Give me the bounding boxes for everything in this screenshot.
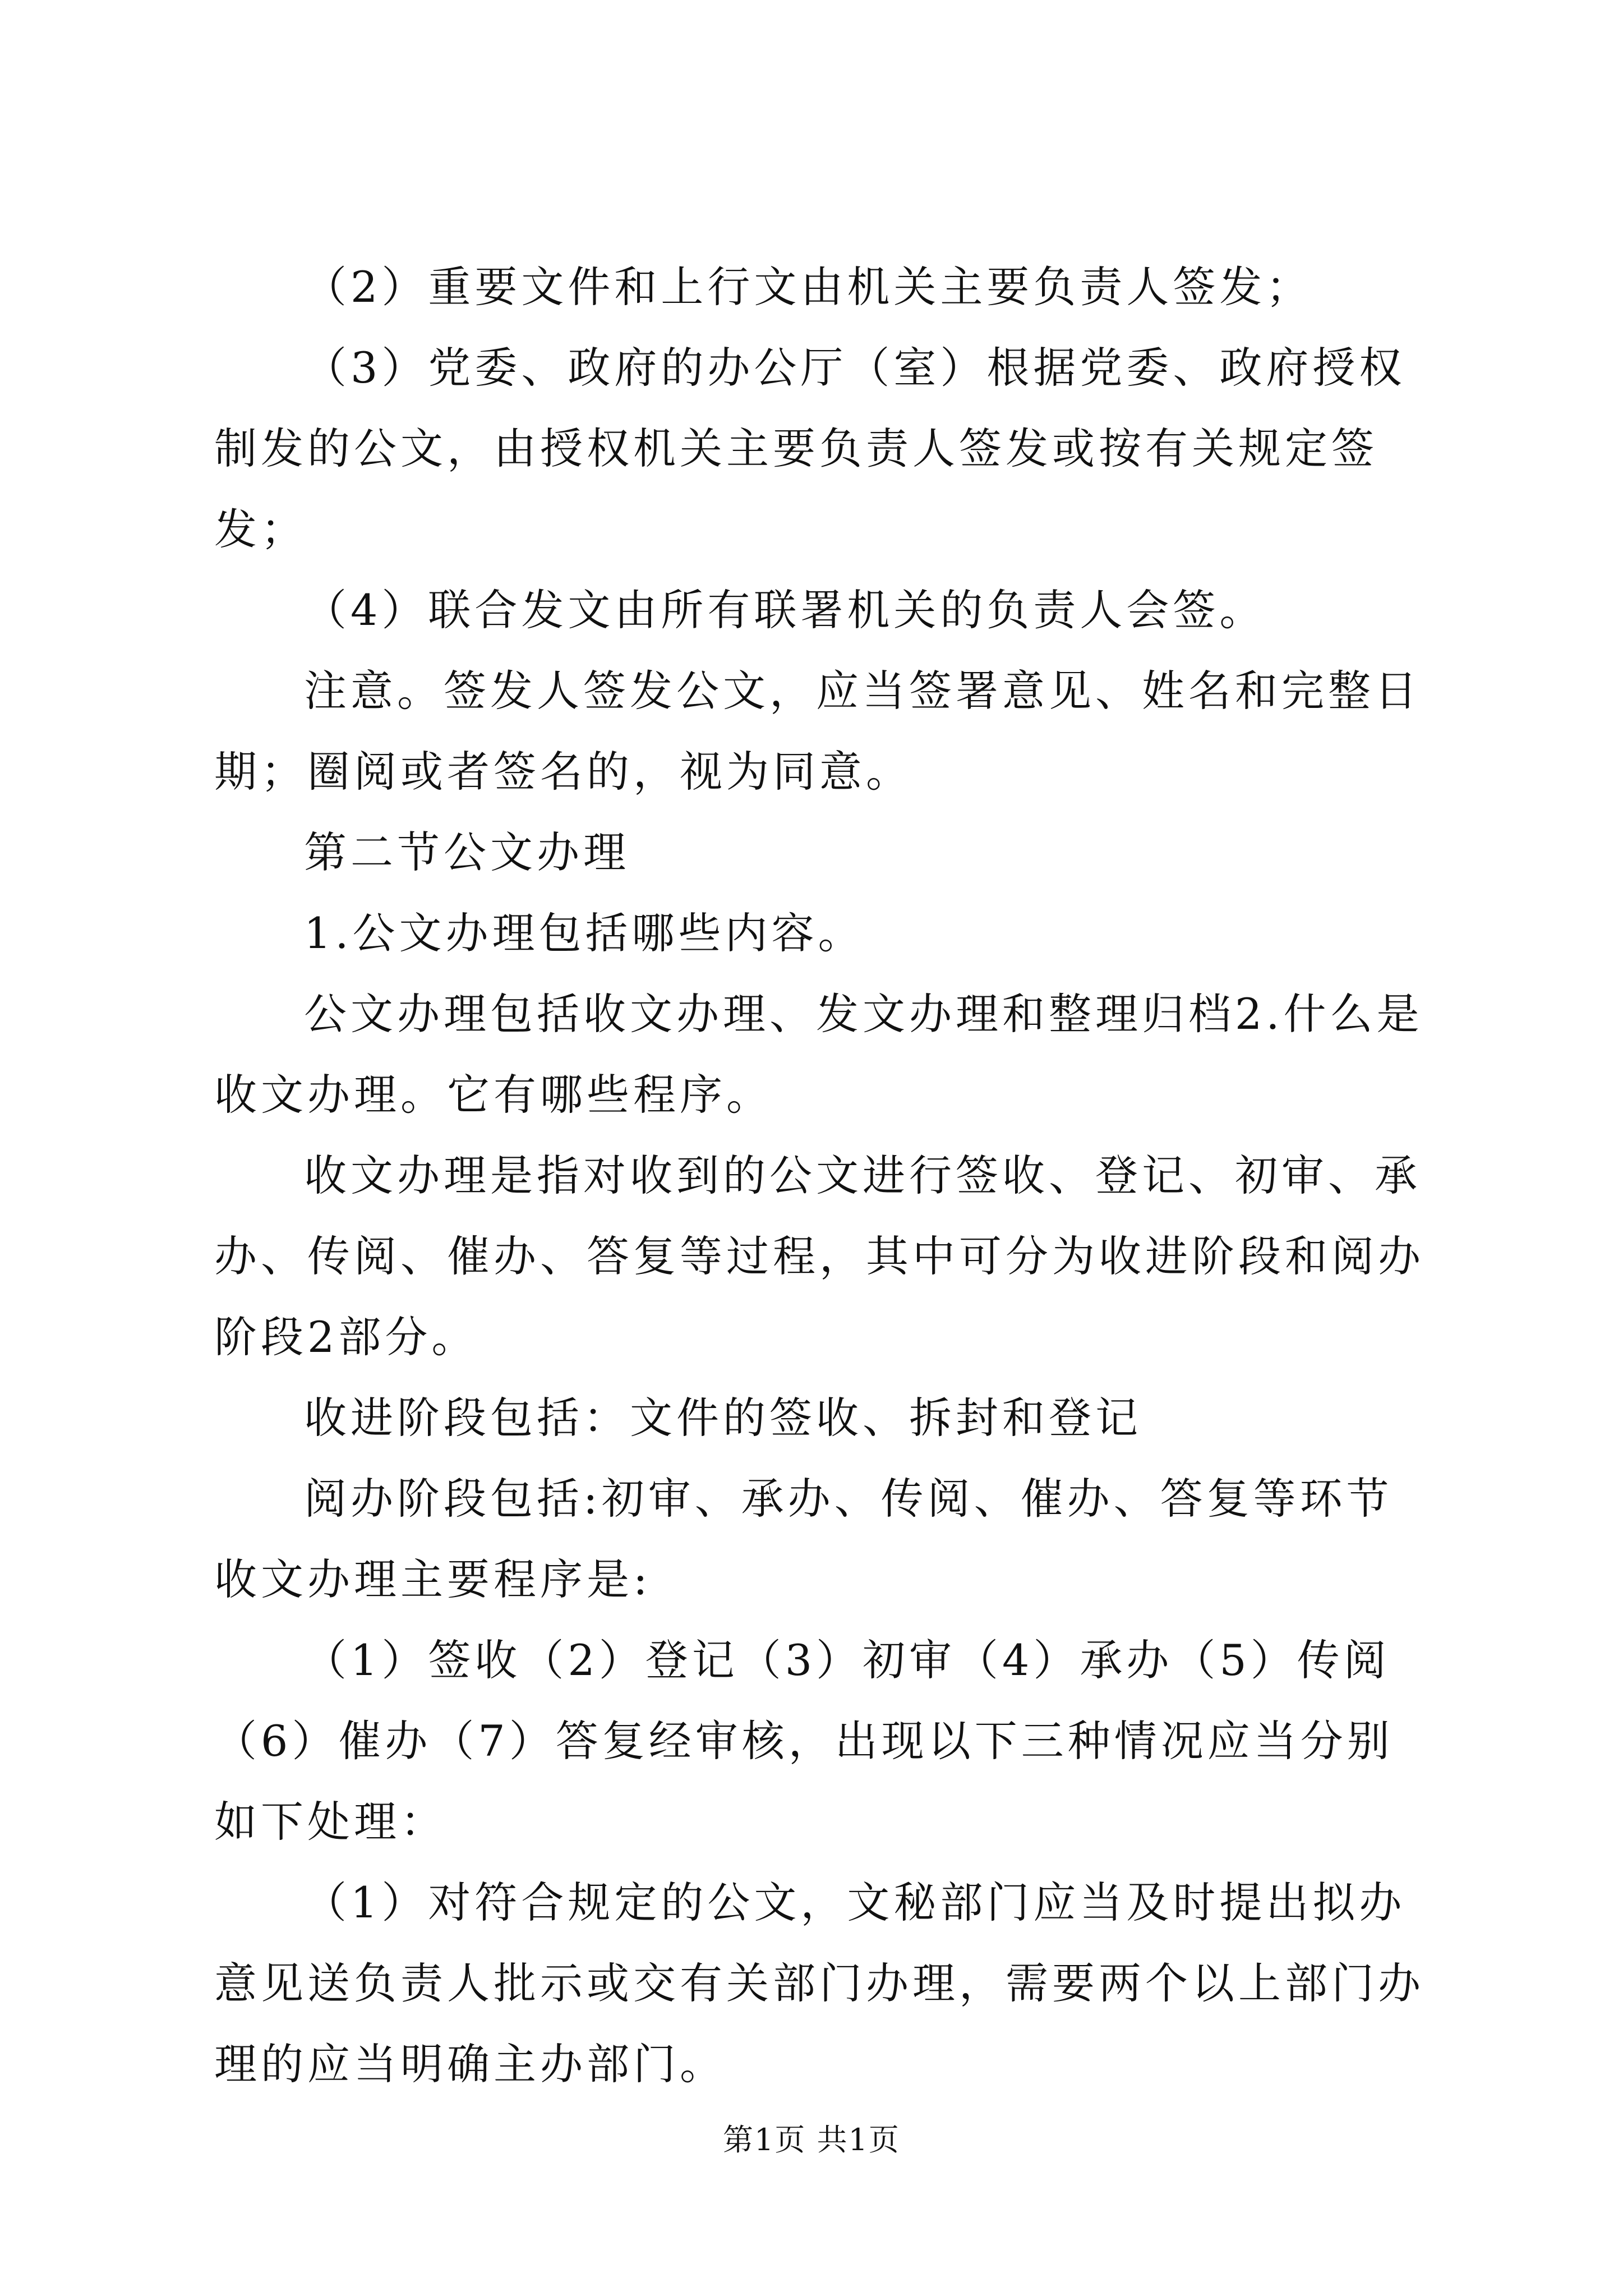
paragraph: （1）对符合规定的公文，文秘部门应当及时提出拟办意见送负责人批示或交有关部门办理，需要两个以上部门办理的应当明确主办部门。 <box>214 1878 1424 2089</box>
paragraph: 收文办理是指对收到的公文进行签收、登记、初审、承办、传阅、催办、答复等过程，其中可分为收进阶段和阅办阶段2部分。 <box>214 1151 1424 1362</box>
paragraph: （3）党委、政府的办公厅（室）根据党委、政府授权制发的公文，由授权机关主要负责人签发或按有关规定签发； <box>214 343 1406 554</box>
paragraph: （2）重要文件和上行文由机关主要负责人签发； <box>304 262 1313 312</box>
paragraph: （1）签收（2）登记（3）初审（4）承办（5）传阅（6）催办（7）答复经审核，出现以下三种情况应当分别如下处理： <box>214 1635 1394 1847</box>
section-heading: 第二节公文办理 <box>304 827 630 877</box>
paragraph: 阅办阶段包括:初审、承办、传阅、催办、答复等环节收文办理主要程序是: <box>214 1474 1393 1604</box>
paragraph: 注意。签发人签发公文，应当签署意见、姓名和完整日期；圈阅或者签名的，视为同意。 <box>214 666 1421 797</box>
paragraph: （4）联合发文由所有联署机关的负责人会签。 <box>304 585 1266 635</box>
paragraph: 公文办理包括收文办理、发文办理和整理归档2.什么是收文办理。它有哪些程序。 <box>214 989 1423 1120</box>
paragraph: 收进阶段包括：文件的签收、拆封和登记 <box>304 1393 1142 1443</box>
paragraph: 1.公文办理包括哪些内容。 <box>304 908 865 958</box>
page-number-footer: 第1页 共1页 <box>723 2122 900 2157</box>
document-body <box>214 247 1431 2105</box>
